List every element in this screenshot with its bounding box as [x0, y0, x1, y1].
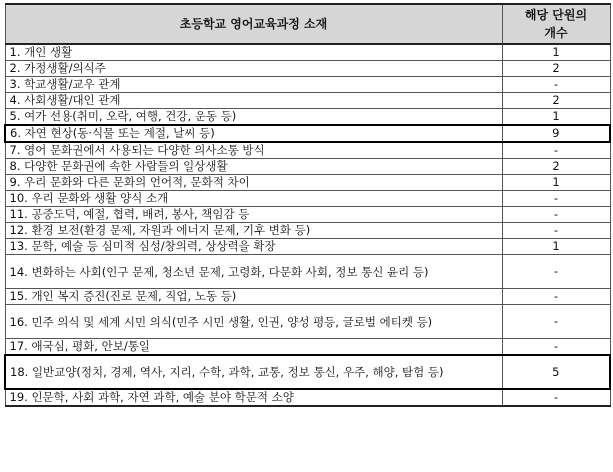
table-row: [5, 175, 610, 191]
topic-cell: 11. 공중도덕, 예절, 협력, 배려, 봉사, 책임감 등: [5, 207, 502, 223]
table-row-highlighted: [5, 125, 610, 142]
topic-cell: 2. 가정생활/의식주: [5, 61, 502, 77]
table-row: [5, 77, 610, 93]
topic-cell: 6. 자연 현상(동·식물 또는 계절, 날씨 등): [5, 125, 502, 142]
count-cell: 5: [502, 355, 610, 389]
table-row: [5, 191, 610, 207]
table-row: [5, 339, 610, 356]
count-cell: -: [502, 305, 610, 339]
topic-cell: 9. 우리 문화와 다른 문화의 언어적, 문화적 차이: [5, 175, 502, 191]
table-row: [5, 207, 610, 223]
table-row: [5, 142, 610, 159]
table-row: [5, 44, 610, 61]
topic-column-header: 초등학교 영어교육과정 소재: [5, 4, 502, 44]
topic-cell: 17. 애국심, 평화, 안보/통일: [5, 339, 502, 356]
topic-cell: 16. 민주 의식 및 세계 시민 의식(민주 시민 생활, 인권, 양성 평등, 글로벌 에티켓 등): [5, 305, 502, 339]
curriculum-topics-table: [4, 3, 611, 407]
count-cell: 9: [502, 125, 610, 142]
topic-cell: 4. 사회생활/대인 관계: [5, 93, 502, 109]
table-row: [5, 159, 610, 175]
table-row: [5, 109, 610, 126]
curriculum-table-container: [4, 3, 611, 407]
table-row: [5, 93, 610, 109]
topic-cell: 5. 여가 선용(취미, 오락, 여행, 건강, 운동 등): [5, 109, 502, 126]
table-header-row: [5, 4, 610, 44]
topic-cell: 18. 일반교양(정치, 경제, 역사, 지리, 수학, 과학, 교통, 정보 통신, 우주, 해양, 탐험 등): [5, 355, 502, 389]
table-row: [5, 305, 610, 339]
count-cell: 1: [502, 175, 610, 191]
count-cell: -: [502, 289, 610, 305]
table-row: [5, 239, 610, 255]
table-row: [5, 223, 610, 239]
table-row: [5, 61, 610, 77]
topic-cell: 19. 인문학, 사회 과학, 자연 과학, 예술 분야 학문적 소양: [5, 389, 502, 406]
table-row: [5, 255, 610, 289]
count-header-line2: 개수: [544, 26, 568, 40]
count-header-line1: 해당 단원의: [524, 8, 588, 22]
count-cell: -: [502, 255, 610, 289]
table-row: [5, 389, 610, 406]
topic-cell: 15. 개인 복지 증진(진로 문제, 직업, 노동 등): [5, 289, 502, 305]
topic-cell: 3. 학교생활/교우 관계: [5, 77, 502, 93]
count-cell: -: [502, 142, 610, 159]
topic-cell: 10. 우리 문화와 생활 양식 소개: [5, 191, 502, 207]
count-column-header: [502, 4, 610, 44]
count-cell: -: [502, 223, 610, 239]
count-cell: -: [502, 77, 610, 93]
table-row: [5, 289, 610, 305]
count-cell: 2: [502, 93, 610, 109]
count-cell: 2: [502, 159, 610, 175]
topic-cell: 14. 변화하는 사회(인구 문제, 청소년 문제, 고령화, 다문화 사회, 정보 통신 윤리 등): [5, 255, 502, 289]
count-cell: -: [502, 191, 610, 207]
count-cell: 1: [502, 109, 610, 126]
count-cell: -: [502, 339, 610, 356]
count-cell: 1: [502, 44, 610, 61]
table-row-highlighted: [5, 355, 610, 389]
topic-cell: 13. 문학, 예술 등 심미적 심성/창의력, 상상력을 확장: [5, 239, 502, 255]
topic-cell: 12. 환경 보전(환경 문제, 자원과 에너지 문제, 기후 변화 등): [5, 223, 502, 239]
topic-cell: 7. 영어 문화권에서 사용되는 다양한 의사소통 방식: [5, 142, 502, 159]
topic-cell: 8. 다양한 문화권에 속한 사람들의 일상생활: [5, 159, 502, 175]
count-cell: -: [502, 207, 610, 223]
count-cell: 2: [502, 61, 610, 77]
topic-cell: 1. 개인 생활: [5, 44, 502, 61]
count-cell: -: [502, 389, 610, 406]
count-cell: 1: [502, 239, 610, 255]
